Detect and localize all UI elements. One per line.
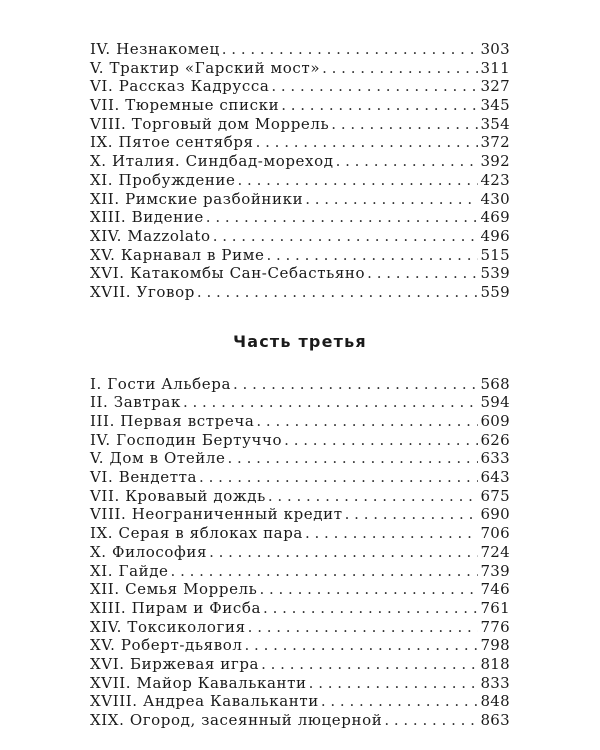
dot-leader: [256, 133, 479, 151]
page-number: 739: [480, 561, 510, 580]
chapter-title: II. Завтрак: [90, 393, 181, 412]
chapter-title: IV. Господин Бертуччо: [90, 430, 283, 449]
page-number: 594: [480, 393, 510, 412]
page-number: 372: [480, 133, 510, 152]
chapter-title: V. Дом в Отейле: [90, 449, 226, 468]
toc-entry[interactable]: [90, 618, 510, 637]
dot-leader: [322, 59, 478, 77]
dot-leader: [284, 431, 478, 449]
toc-entry[interactable]: [90, 59, 510, 78]
page-number: 643: [480, 468, 510, 487]
toc-entry[interactable]: [90, 96, 510, 115]
toc-entry[interactable]: [90, 599, 510, 618]
page-number: 675: [480, 486, 510, 505]
dot-leader: [222, 40, 479, 58]
chapter-title: VI. Рассказ Кадрусса: [90, 77, 270, 96]
page-number: 761: [480, 598, 510, 617]
page-number: 515: [480, 245, 510, 264]
chapter-title: III. Первая встреча: [90, 412, 255, 430]
chapter-title: XIII. Видение: [90, 208, 204, 227]
chapter-title: XI. Гайде: [90, 561, 169, 580]
toc-entry[interactable]: [90, 412, 510, 431]
toc-entry[interactable]: [90, 505, 510, 524]
chapter-title: XVI. Катакомбы Сан-Себастьяно: [90, 264, 366, 283]
chapter-title: IX. Серая в яблоках пара: [90, 524, 303, 543]
page-number: 724: [480, 542, 510, 561]
dot-leader: [331, 115, 478, 133]
toc-entry[interactable]: [90, 580, 510, 599]
toc-entry[interactable]: [90, 674, 510, 693]
toc-entry[interactable]: [90, 208, 510, 227]
dot-leader: [206, 208, 479, 226]
dot-leader: [261, 655, 478, 673]
table-of-contents-page: [90, 40, 510, 730]
page-number: 303: [480, 40, 510, 58]
dot-leader: [268, 487, 479, 505]
dot-leader: [345, 505, 479, 523]
toc-entry[interactable]: [90, 115, 510, 134]
chapter-title: VII. Кровавый дождь: [90, 486, 266, 505]
dot-leader: [209, 543, 478, 561]
page-number: 345: [480, 96, 510, 115]
page-number: 848: [480, 692, 510, 711]
part-three-heading: Часть третья: [233, 331, 367, 351]
chapter-title: XII. Семья Моррель: [90, 580, 258, 599]
dot-leader: [271, 77, 478, 95]
chapter-title: XV. Роберт-дьявол: [90, 636, 243, 655]
dot-leader: [367, 264, 478, 282]
toc-entry[interactable]: [90, 375, 510, 394]
dot-leader: [197, 283, 479, 301]
page-number: 863: [480, 711, 510, 729]
toc-entry[interactable]: [90, 562, 510, 581]
page-number: 311: [480, 58, 510, 77]
dot-leader: [305, 190, 478, 208]
page-number: 568: [480, 374, 510, 393]
dot-leader: [228, 449, 479, 467]
toc-entry[interactable]: [90, 283, 510, 302]
toc-entry[interactable]: [90, 133, 510, 152]
part-three-chapter-list: [90, 375, 510, 730]
chapter-title: XIII. Пирам и Фисба: [90, 598, 262, 617]
chapter-title: XVII. Уговор: [90, 282, 195, 301]
dot-leader: [183, 393, 479, 411]
page-number: 690: [480, 505, 510, 524]
chapter-title: X. Философия: [90, 542, 208, 561]
page-number: 746: [480, 580, 510, 599]
page-number: 798: [480, 636, 510, 655]
chapter-title: XVIII. Андреа Кавальканти: [90, 692, 319, 711]
page-number: 496: [480, 226, 510, 245]
chapter-title: VI. Вендетта: [90, 468, 198, 487]
chapter-title: VIII. Торговый дом Моррель: [90, 114, 330, 133]
toc-entry[interactable]: [90, 77, 510, 96]
toc-entry[interactable]: [90, 227, 510, 246]
chapter-title: XVI. Биржевая игра: [90, 654, 260, 673]
dot-leader: [281, 96, 478, 114]
page-number: 818: [480, 654, 510, 673]
toc-entry[interactable]: [90, 636, 510, 655]
dot-leader: [309, 674, 479, 692]
chapter-title: IV. Незнакомец: [90, 40, 220, 58]
chapter-title: X. Италия. Синдбад-мореход: [90, 152, 334, 171]
dot-leader: [233, 375, 478, 393]
chapter-title: XVII. Майор Кавальканти: [90, 673, 307, 692]
chapter-title: XIV. Токсикология: [90, 617, 246, 636]
toc-entry[interactable]: [90, 524, 510, 543]
page-number: 626: [480, 430, 510, 449]
toc-entry[interactable]: [90, 264, 510, 283]
page-number: 327: [480, 77, 510, 96]
chapter-title: XIX. Огород, засеянный люцерной: [90, 711, 383, 729]
toc-entry[interactable]: [90, 711, 510, 730]
dot-leader: [245, 636, 479, 654]
page-number: 833: [480, 673, 510, 692]
dot-leader: [263, 599, 478, 617]
page-number: 633: [480, 449, 510, 468]
page-number: 469: [480, 208, 510, 227]
chapter-title: XV. Карнавал в Риме: [90, 245, 265, 264]
dot-leader: [384, 711, 478, 729]
dot-leader: [336, 152, 479, 170]
chapter-title: XII. Римские разбойники: [90, 189, 304, 208]
toc-entry[interactable]: [90, 655, 510, 674]
toc-entry[interactable]: [90, 171, 510, 190]
page-number: 430: [480, 189, 510, 208]
page-number: 392: [480, 152, 510, 171]
page-number: 559: [480, 282, 510, 301]
toc-entry[interactable]: [90, 431, 510, 450]
toc-entry[interactable]: [90, 449, 510, 468]
dot-leader: [305, 524, 479, 542]
toc-entry[interactable]: [90, 246, 510, 265]
page-number: 609: [480, 412, 510, 430]
toc-entry[interactable]: [90, 487, 510, 506]
dot-leader: [256, 412, 478, 430]
dot-leader: [321, 692, 479, 710]
page-number: 423: [480, 170, 510, 189]
dot-leader: [199, 468, 478, 486]
toc-entry[interactable]: [90, 190, 510, 209]
chapter-title: VII. Тюремные списки: [90, 96, 280, 115]
chapter-title: V. Трактир «Гарский мост»: [90, 58, 321, 77]
toc-entry[interactable]: [90, 692, 510, 711]
dot-leader: [213, 227, 479, 245]
chapter-title: XI. Пробуждение: [90, 170, 236, 189]
toc-entry[interactable]: [90, 468, 510, 487]
toc-entry[interactable]: [90, 543, 510, 562]
chapter-title: VIII. Неограниченный кредит: [90, 505, 343, 524]
toc-entry[interactable]: [90, 152, 510, 171]
chapter-title: IX. Пятое сентября: [90, 133, 254, 152]
page-number: 706: [480, 524, 510, 543]
page-number: 539: [480, 264, 510, 283]
chapter-title: I. Гости Альбера: [90, 374, 231, 393]
part-two-chapter-list: [90, 40, 510, 302]
dot-leader: [248, 618, 479, 636]
page-number: 354: [480, 114, 510, 133]
dot-leader: [259, 580, 478, 598]
toc-entry[interactable]: [90, 40, 510, 59]
chapter-title: XIV. Mazzolato: [90, 226, 211, 245]
toc-entry[interactable]: [90, 393, 510, 412]
page-number: 776: [480, 617, 510, 636]
dot-leader: [266, 246, 478, 264]
dot-leader: [238, 171, 479, 189]
dot-leader: [171, 562, 479, 580]
